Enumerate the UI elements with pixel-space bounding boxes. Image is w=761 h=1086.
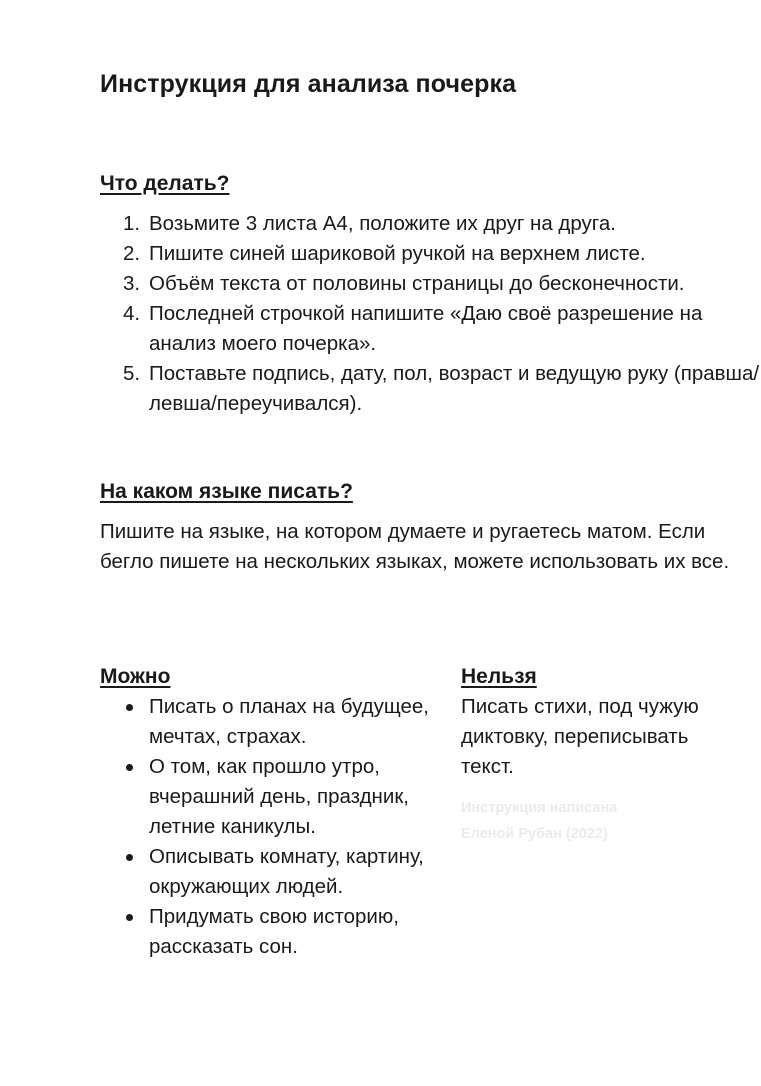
can-heading: Можно (100, 665, 171, 688)
step-item: Пишите синей шариковой ручкой на верхнем листе. (149, 242, 646, 265)
cannot-text: Писать стихи, под чужую диктовку, переписывать текст. (461, 695, 699, 778)
step-item: Объём текста от половины страницы до бесконечности. (149, 272, 685, 295)
step-item: Последней строчкой напишите «Даю своё разрешение на анализ моего почерка». (149, 302, 703, 355)
document-title: Инструкция для анализа почерка (100, 70, 517, 98)
step-item: Возьмите 3 листа А4, положите их друг на друга. (149, 212, 616, 235)
can-item: Придумать свою историю, рассказать сон. (149, 902, 449, 962)
step-item: Поставьте подпись, дату, пол, возраст и ведущую руку (правша/левша/переучивался). (149, 362, 760, 415)
author-watermark (461, 795, 617, 847)
steps-list (100, 209, 761, 419)
can-item: Писать о планах на будущее, мечтах, страхах. (149, 692, 449, 752)
what-to-do-heading: Что делать? (100, 172, 230, 195)
can-item: О том, как прошло утро, вчерашний день, праздник, летние каникулы. (149, 752, 449, 842)
watermark-line: Еленой Рубан (2022) (461, 826, 608, 842)
can-item: Описывать комнату, картину, окружающих людей. (149, 842, 449, 902)
language-heading: На каком языке писать? (100, 480, 353, 503)
watermark-line: Инструкция написана (461, 800, 618, 816)
language-text: Пишите на языке, на котором думаете и ругаетесь матом. Если бегло пишете на нескольких языках, можете использовать их все. (100, 520, 730, 573)
can-list (100, 692, 449, 962)
cannot-heading: Нельзя (461, 665, 537, 688)
